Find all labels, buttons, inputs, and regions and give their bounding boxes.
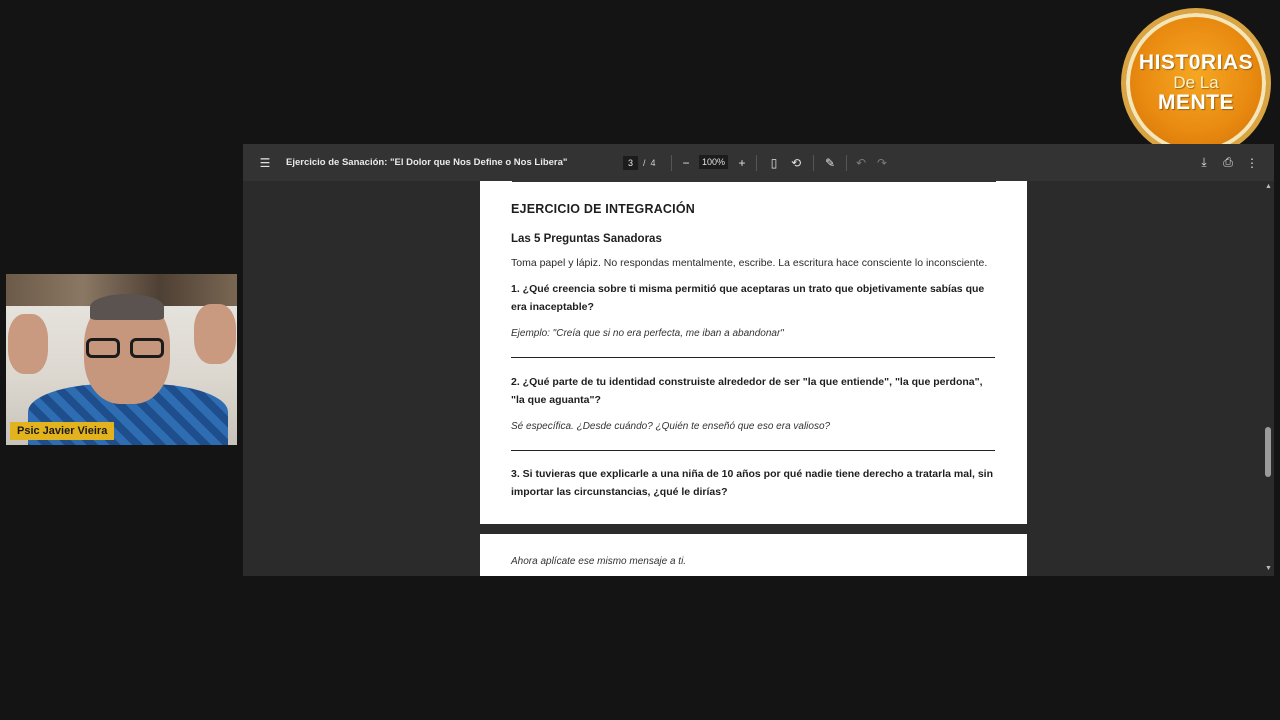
intro-text: Toma papel y lápiz. No respondas mentalmente, escribe. La escritura hace consciente lo inconsciente.: [511, 257, 988, 269]
hamburger-menu-icon: ☰: [259, 155, 271, 170]
undo-button[interactable]: [854, 144, 868, 181]
annotate-button[interactable]: [823, 144, 837, 181]
logo-line-2: De La: [1173, 73, 1219, 92]
rotate-icon: ⟲: [790, 155, 802, 170]
print-button[interactable]: [1220, 144, 1236, 181]
more-vertical-icon: ⋮: [1246, 155, 1258, 170]
question-3: 3. Si tuvieras que explicarle a una niña de 10 años por qué nadie tiene derecho a tratarla mal, sin importar las circunstancias, ¿qué le dirías?: [511, 468, 994, 498]
redo-button[interactable]: [875, 144, 889, 181]
plus-icon: +: [738, 155, 746, 170]
page-total: 4: [650, 157, 656, 168]
answer-line: [511, 450, 995, 451]
person-right-hand: [194, 304, 236, 364]
question-2-example: Sé específica. ¿Desde cuándo? ¿Quién te enseñó que eso era valioso?: [511, 421, 831, 432]
zoom-in-button[interactable]: [735, 144, 749, 181]
page-indicator: [623, 144, 656, 181]
toolbar-divider: [846, 155, 847, 171]
person-hair: [90, 294, 164, 320]
scroll-down-icon[interactable]: ▼: [1265, 565, 1272, 572]
download-icon: ⤓: [1201, 155, 1207, 169]
logo-line-3: MENTE: [1158, 91, 1234, 114]
download-button[interactable]: [1197, 144, 1211, 181]
next-page-text: Ahora aplícate ese mismo mensaje a ti.: [511, 556, 687, 567]
answer-line: [511, 357, 995, 358]
undo-icon: ↶: [855, 155, 867, 170]
question-2: 2. ¿Qué parte de tu identidad construiste alrededor de ser "la que entiende", "la que perdona", "la que aguanta"?: [511, 376, 983, 406]
person-left-hand: [8, 314, 48, 374]
zoom-out-button[interactable]: [679, 144, 693, 181]
minus-icon: −: [682, 155, 690, 170]
pdf-viewer: [243, 144, 1274, 576]
pdf-toolbar: [243, 144, 1274, 181]
page-separator: /: [643, 157, 646, 168]
toolbar-divider: [756, 155, 757, 171]
menu-button[interactable]: [257, 144, 273, 181]
page-top-rule: [512, 181, 996, 182]
document-title: Ejercicio de Sanación: "El Dolor que Nos Define o Nos Libera": [286, 157, 568, 168]
vertical-scrollbar[interactable]: [1262, 181, 1274, 576]
fit-page-icon: ▯: [770, 155, 778, 170]
scroll-thumb[interactable]: [1265, 427, 1271, 477]
logo-line-1: HIST0RIAS: [1138, 51, 1254, 74]
toolbar-divider: [671, 155, 672, 171]
pdf-page: [480, 181, 1027, 524]
presenter-name-tag: Psic Javier Vieira: [10, 422, 114, 440]
webcam-feed: [6, 274, 237, 445]
print-icon: ⎙: [1223, 155, 1233, 169]
redo-icon: ↷: [876, 155, 888, 170]
more-options-button[interactable]: [1246, 144, 1258, 181]
scroll-up-icon[interactable]: ▲: [1265, 183, 1272, 190]
pdf-page-next: [480, 534, 1027, 576]
toolbar-divider: [813, 155, 814, 171]
section-title: EJERCICIO DE INTEGRACIÓN: [511, 202, 695, 216]
question-1: 1. ¿Qué creencia sobre ti misma permitió que aceptaras un trato que objetivamente sabías que era inaceptable?: [511, 283, 985, 313]
zoom-level-input[interactable]: 100%: [699, 155, 728, 169]
page-number-input[interactable]: 3: [623, 156, 638, 170]
historias-logo: [1126, 13, 1266, 153]
section-subtitle: Las 5 Preguntas Sanadoras: [511, 233, 662, 245]
rotate-button[interactable]: [789, 144, 803, 181]
person-glasses: [86, 338, 166, 360]
question-1-example: Ejemplo: "Creía que si no era perfecta, me iban a abandonar": [511, 328, 784, 339]
fit-page-button[interactable]: [767, 144, 781, 181]
pen-icon: ✎: [824, 155, 836, 170]
